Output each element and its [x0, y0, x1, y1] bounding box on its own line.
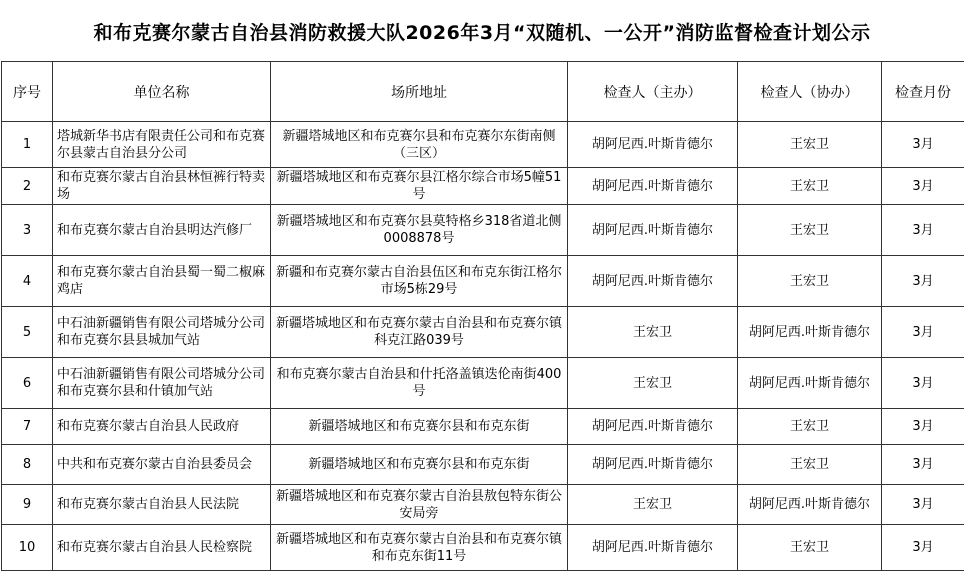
table-row — [2, 168, 964, 205]
cell-no: 7 — [2, 409, 53, 445]
cell-inspector-main: 王宏卫 — [568, 358, 738, 409]
cell-no: 2 — [2, 168, 53, 205]
cell-inspector-main: 胡阿尼西.叶斯肯德尔 — [568, 525, 738, 571]
table-row — [2, 358, 964, 409]
cell-unit-name: 塔城新华书店有限责任公司和布克赛尔县蒙古自治县分公司 — [53, 122, 271, 168]
header-inspector-assist: 检查人（协办） — [738, 62, 882, 122]
cell-address: 新疆塔城地区和布克赛尔县和布克东街 — [271, 409, 568, 445]
cell-inspector-assist: 王宏卫 — [738, 205, 882, 256]
page-title: 和布克赛尔蒙古自治县消防救援大队2026年3月“双随机、一公开”消防监督检查计划公示 — [0, 0, 964, 62]
cell-address: 新疆塔城地区和布克赛尔县和布克东街 — [271, 445, 568, 485]
cell-month: 3月 — [882, 358, 964, 409]
cell-unit-name: 中石油新疆销售有限公司塔城分公司和布克赛尔县和什镇加气站 — [53, 358, 271, 409]
cell-inspector-assist: 胡阿尼西.叶斯肯德尔 — [738, 358, 882, 409]
cell-unit-name: 中共和布克赛尔蒙古自治县委员会 — [53, 445, 271, 485]
header-no: 序号 — [2, 62, 53, 122]
cell-month: 3月 — [882, 307, 964, 358]
cell-inspector-assist: 胡阿尼西.叶斯肯德尔 — [738, 307, 882, 358]
cell-inspector-assist: 王宏卫 — [738, 168, 882, 205]
cell-inspector-assist: 王宏卫 — [738, 445, 882, 485]
table-row — [2, 122, 964, 168]
cell-address: 新疆塔城地区和布克赛尔县莫特格乡318省道北侧0008878号 — [271, 205, 568, 256]
cell-no: 4 — [2, 256, 53, 307]
cell-inspector-main: 王宏卫 — [568, 307, 738, 358]
header-inspector-main: 检查人（主办） — [568, 62, 738, 122]
cell-no: 3 — [2, 205, 53, 256]
cell-address: 新疆塔城地区和布克赛尔蒙古自治县和布克赛尔镇和布克东街11号 — [271, 525, 568, 571]
cell-inspector-assist: 王宏卫 — [738, 256, 882, 307]
cell-unit-name: 和布克赛尔蒙古自治县明达汽修厂 — [53, 205, 271, 256]
cell-month: 3月 — [882, 168, 964, 205]
cell-address: 新疆塔城地区和布克赛尔蒙古自治县和布克赛尔镇科克江路039号 — [271, 307, 568, 358]
header-unit-name: 单位名称 — [53, 62, 271, 122]
cell-no: 6 — [2, 358, 53, 409]
table-header-row — [2, 62, 964, 122]
cell-unit-name: 和布克赛尔蒙古自治县蜀一蜀二椒麻鸡店 — [53, 256, 271, 307]
cell-no: 5 — [2, 307, 53, 358]
cell-month: 3月 — [882, 122, 964, 168]
cell-unit-name: 和布克赛尔蒙古自治县林恒裤行特卖场 — [53, 168, 271, 205]
cell-address: 新疆塔城地区和布克赛尔县江格尔综合市场5幢51号 — [271, 168, 568, 205]
cell-inspector-main: 胡阿尼西.叶斯肯德尔 — [568, 205, 738, 256]
cell-inspector-assist: 胡阿尼西.叶斯肯德尔 — [738, 485, 882, 525]
inspection-plan-table — [1, 61, 964, 571]
table-row — [2, 525, 964, 571]
cell-unit-name: 和布克赛尔蒙古自治县人民法院 — [53, 485, 271, 525]
table-row — [2, 256, 964, 307]
cell-month: 3月 — [882, 256, 964, 307]
cell-unit-name: 和布克赛尔蒙古自治县人民检察院 — [53, 525, 271, 571]
table-row — [2, 205, 964, 256]
cell-inspector-main: 胡阿尼西.叶斯肯德尔 — [568, 409, 738, 445]
cell-month: 3月 — [882, 205, 964, 256]
cell-inspector-main: 胡阿尼西.叶斯肯德尔 — [568, 256, 738, 307]
cell-address: 新疆塔城地区和布克赛尔县和布克赛尔东街南侧（三区） — [271, 122, 568, 168]
table-row — [2, 485, 964, 525]
cell-address: 和布克赛尔蒙古自治县和什托洛盖镇迭伦南街400号 — [271, 358, 568, 409]
cell-unit-name: 和布克赛尔蒙古自治县人民政府 — [53, 409, 271, 445]
cell-month: 3月 — [882, 525, 964, 571]
table-row — [2, 307, 964, 358]
cell-month: 3月 — [882, 485, 964, 525]
cell-inspector-assist: 王宏卫 — [738, 122, 882, 168]
cell-no: 8 — [2, 445, 53, 485]
header-address: 场所地址 — [271, 62, 568, 122]
cell-inspector-main: 胡阿尼西.叶斯肯德尔 — [568, 168, 738, 205]
cell-month: 3月 — [882, 409, 964, 445]
cell-inspector-assist: 王宏卫 — [738, 525, 882, 571]
cell-month: 3月 — [882, 445, 964, 485]
cell-address: 新疆塔城地区和布克赛尔蒙古自治县敖包特东街公安局旁 — [271, 485, 568, 525]
cell-unit-name: 中石油新疆销售有限公司塔城分公司和布克赛尔县县城加气站 — [53, 307, 271, 358]
cell-address: 新疆和布克赛尔蒙古自治县伍区和布克东街江格尔市场5栋29号 — [271, 256, 568, 307]
table-row — [2, 409, 964, 445]
table-row — [2, 445, 964, 485]
cell-no: 9 — [2, 485, 53, 525]
cell-no: 1 — [2, 122, 53, 168]
cell-no: 10 — [2, 525, 53, 571]
cell-inspector-main: 胡阿尼西.叶斯肯德尔 — [568, 445, 738, 485]
cell-inspector-main: 王宏卫 — [568, 485, 738, 525]
header-month: 检查月份 — [882, 62, 964, 122]
cell-inspector-main: 胡阿尼西.叶斯肯德尔 — [568, 122, 738, 168]
cell-inspector-assist: 王宏卫 — [738, 409, 882, 445]
